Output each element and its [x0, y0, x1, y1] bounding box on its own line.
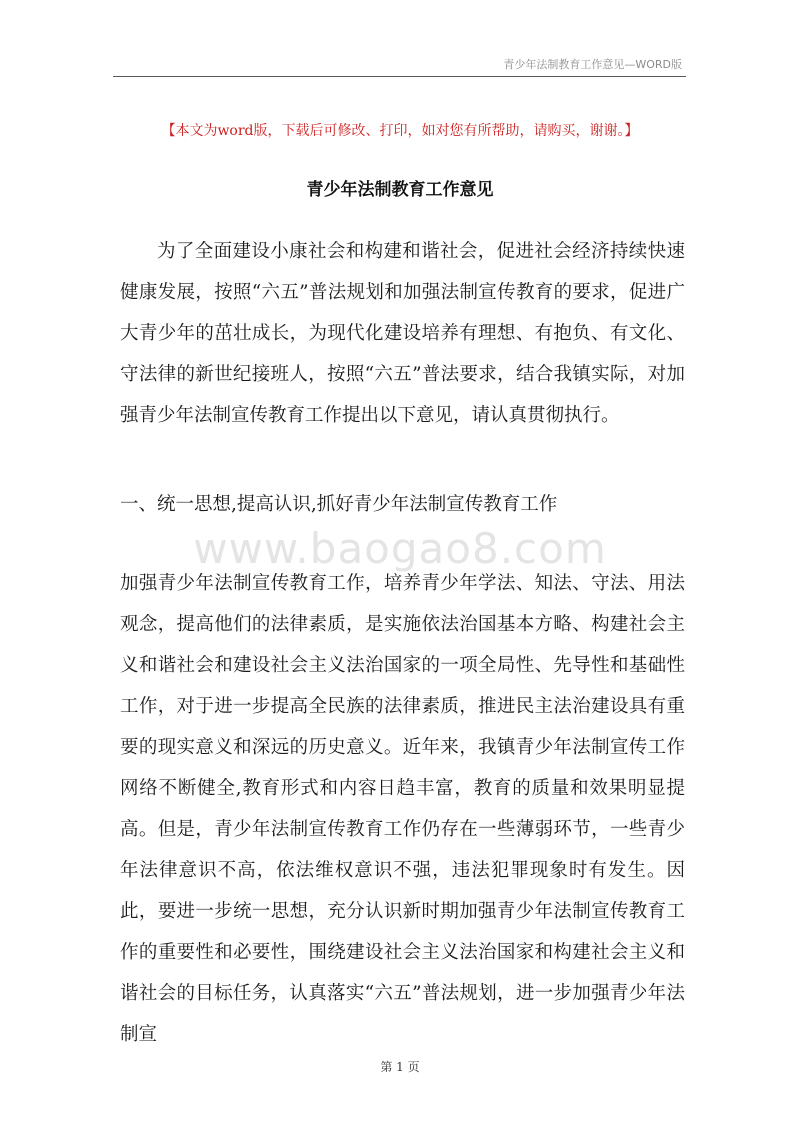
header-divider — [113, 76, 686, 77]
intro-paragraph: 为了全面建设小康社会和构建和谐社会，促进社会经济持续快速健康发展，按照“六五”普法规划和加强法制宣传教育的要求，促进广大青少年的茁壮成长，为现代化建设培养有理想、有抱负、有文化、守法律的新世纪接班人，按照“六五”普法要求，结合我镇实际，对加强青少年法制宣传教育工作提出以下意见，请认真贯彻执行。 — [120, 241, 685, 426]
running-header: 青少年法制教育工作意见—WORD版 — [503, 58, 682, 71]
watermark: www.baogao8.com — [193, 524, 607, 573]
page-number: 第 1 页 — [380, 1060, 420, 1074]
download-notice: 【本文为word版，下载后可修改、打印，如对您有所帮助，请购买，谢谢。】 — [161, 123, 639, 139]
body-paragraph: 加强青少年法制宣传教育工作，培养青少年学法、知法、守法、用法观念，提高他们的法律素质，是实施依法治国基本方略、构建社会主义和谐社会和建设社会主义法治国家的一项全局性、先导性和基础性工作，对于进一步提高全民族的法律素质，推进民主法治建设具有重要的现实意义和深远的历史意义。近年来，我镇青少年法制宣传工作网络不断健全,教育形式和内容日趋丰富，教育的质量和效果明显提高。但是，青少年法制宣传教育工作仍存在一些薄弱环节，一些青少年法律意识不高，依法维权意识不强，违法犯罪现象时有发生。因此，要进一步统一思想，充分认识新时期加强青少年法制宣传教育工作的重要性和必要性，围绕建设社会主义法治国家和构建社会主义和谐社会的目标任务，认真落实“六五”普法规划，进一步加强青少年法制宣 — [120, 573, 685, 1045]
document-title: 青少年法制教育工作意见 — [306, 180, 494, 200]
section-heading: 一、统一思想,提高认识,抓好青少年法制宣传教育工作 — [120, 494, 558, 515]
